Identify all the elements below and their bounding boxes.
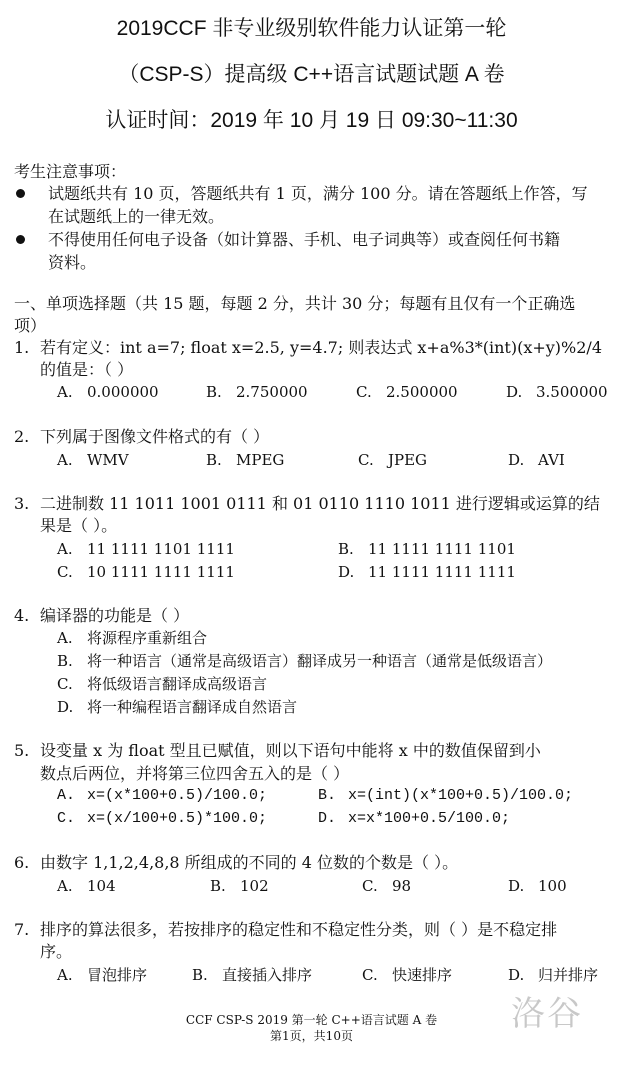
question-7-stem: 排序的算法很多，若按排序的稳定性和不稳定性分类，则（ ）是不稳定排: [40, 920, 558, 939]
option-text: 11 1111 1101 1111: [87, 540, 235, 558]
question-3-option-d: [338, 562, 516, 582]
question-5-option-a: [57, 786, 267, 806]
question-4-stem: 编译器的功能是（ ）: [40, 606, 190, 625]
option-label: D.: [338, 563, 355, 581]
question-7-stem-cont: 序。: [40, 942, 73, 961]
question-2-stem: 下列属于图像文件格式的有（ ）: [40, 427, 270, 446]
option-text: WMV: [87, 451, 129, 469]
exam-subtitle: （CSP-S）提高级 C++语言试题试题 A 卷: [118, 63, 505, 86]
notice-heading: 考生注意事项：: [14, 162, 127, 181]
exam-time: 认证时间：2019 年 10 月 19 日 09:30~11:30: [105, 109, 518, 132]
question-7-option-c: [362, 965, 452, 985]
question-5-option-c: [57, 809, 267, 829]
question-2-option-c: [358, 450, 427, 470]
option-text: 100: [538, 877, 567, 895]
option-label: B.: [210, 877, 226, 895]
option-label: D.: [506, 383, 523, 401]
option-text: 快速排序: [392, 966, 453, 984]
option-label: A.: [57, 787, 76, 804]
option-label: B.: [192, 966, 208, 984]
option-label: B.: [206, 383, 222, 401]
question-6-option-c: [362, 876, 411, 896]
question-4-option-d: [57, 697, 297, 717]
question-number: 2.: [14, 427, 30, 446]
footer-page-number: 第1页，共10页: [270, 1029, 353, 1043]
option-text: MPEG: [236, 451, 285, 469]
question-6-option-a: [57, 876, 116, 896]
bullet-icon: [16, 189, 25, 198]
option-label: A.: [57, 877, 73, 895]
notice-item-2-line-1: 不得使用任何电子设备（如计算器、手机、电子词典等）或查阅任何书籍: [48, 230, 561, 249]
option-label: C.: [57, 810, 76, 827]
question-5-stem-cont: 数点后两位，并将第三位四舍五入的是（ ）: [40, 764, 350, 783]
question-7-option-b: [192, 965, 312, 985]
footer-title: CCF CSP-S 2019 第一轮 C++语言试题 A 卷: [185, 1013, 438, 1027]
notice-item-1-line-2: 在试题纸上的一律无效。: [48, 207, 225, 226]
option-label: C.: [57, 675, 73, 693]
question-3-stem: 二进制数 11 1011 1001 0111 和 01 0110 1110 1011 进行逻辑或运算的结: [40, 494, 600, 513]
exam-title: 2019CCF 非专业级别软件能力认证第一轮: [116, 17, 507, 40]
question-number: 1.: [14, 338, 30, 357]
question-6-option-b: [210, 876, 269, 896]
option-text: 2.750000: [236, 383, 308, 401]
question-2-option-a: [57, 450, 129, 470]
question-3-option-a: [57, 539, 235, 559]
option-label: B.: [318, 787, 337, 804]
question-1-stem-cont: 的值是：（ ）: [40, 360, 134, 379]
notice-item-1-line-1: 试题纸共有 10 页，答题纸共有 1 页，满分 100 分。请在答题纸上作答，写: [48, 184, 588, 203]
option-text: 0.000000: [87, 383, 159, 401]
option-text: x=(x*100+0.5)/100.0;: [87, 787, 268, 804]
option-label: B.: [57, 652, 73, 670]
option-text: 归并排序: [538, 966, 599, 984]
option-text: x=(int)(x*100+0.5)/100.0;: [348, 787, 574, 804]
option-label: B.: [338, 540, 354, 558]
question-4-option-a: [57, 628, 207, 648]
question-5-option-b: [318, 786, 573, 806]
question-2-option-b: [206, 450, 284, 470]
question-7-option-a: [57, 965, 147, 985]
option-label: A.: [57, 966, 73, 984]
question-2-option-d: [508, 450, 565, 470]
question-5-stem: 设变量 x 为 float 型且已赋值，则以下语句中能将 x 中的数值保留到小: [40, 741, 541, 760]
question-number: 5.: [14, 741, 30, 760]
option-text: 直接插入排序: [222, 966, 313, 984]
option-label: A.: [57, 451, 73, 469]
option-text: 11 1111 1111 1111: [368, 563, 516, 581]
question-1-option-d: [506, 382, 608, 402]
option-text: 将一种编程语言翻译成自然语言: [87, 698, 298, 716]
option-text: 3.500000: [536, 383, 608, 401]
option-text: 102: [240, 877, 269, 895]
question-7-option-d: [508, 965, 598, 985]
option-text: 将一种语言（通常是高级语言）翻译成另一种语言（通常是低级语言）: [87, 652, 553, 670]
question-1-option-c: [356, 382, 458, 402]
question-number: 3.: [14, 494, 30, 513]
option-text: AVI: [538, 451, 565, 469]
question-1-stem: 若有定义：int a=7; float x=2.5, y=4.7; 则表达式 x+a%3*(int)(x+y)%2/4: [40, 338, 602, 357]
notice-item-2-line-2: 资料。: [48, 253, 97, 272]
option-label: D.: [57, 698, 74, 716]
question-4-option-b: [57, 651, 552, 671]
option-text: 将源程序重新组合: [87, 629, 208, 647]
option-label: A.: [57, 383, 73, 401]
option-label: C.: [362, 966, 378, 984]
option-label: D.: [508, 966, 525, 984]
option-text: x=x*100+0.5/100.0;: [348, 810, 511, 827]
option-label: C.: [57, 563, 73, 581]
section-heading: 一、单项选择题（共 15 题，每题 2 分，共计 30 分；每题有且仅有一个正确选: [14, 294, 576, 313]
question-1-option-a: [57, 382, 159, 402]
option-label: D.: [318, 810, 337, 827]
question-3-stem-cont: 果是（ ）。: [40, 516, 118, 535]
question-3-option-c: [57, 562, 235, 582]
question-5-option-d: [318, 809, 510, 829]
option-label: C.: [362, 877, 378, 895]
option-label: B.: [206, 451, 222, 469]
question-6-option-d: [508, 876, 567, 896]
option-label: D.: [508, 451, 525, 469]
question-4-option-c: [57, 674, 267, 694]
bullet-icon: [16, 235, 25, 244]
option-label: D.: [508, 877, 525, 895]
option-text: x=(x/100+0.5)*100.0;: [87, 810, 268, 827]
option-text: 11 1111 1111 1101: [368, 540, 516, 558]
option-label: A.: [57, 629, 73, 647]
option-text: 2.500000: [386, 383, 458, 401]
option-label: C.: [356, 383, 372, 401]
section-heading-cont: 项）: [14, 316, 47, 335]
option-text: 将低级语言翻译成高级语言: [87, 675, 268, 693]
luogu-watermark: 洛谷: [511, 994, 583, 1034]
question-number: 7.: [14, 920, 30, 939]
question-number: 6.: [14, 853, 30, 872]
option-text: 104: [87, 877, 116, 895]
option-text: 10 1111 1111 1111: [87, 563, 235, 581]
option-label: C.: [358, 451, 374, 469]
option-text: 98: [392, 877, 412, 895]
question-number: 4.: [14, 606, 30, 625]
question-1-option-b: [206, 382, 308, 402]
question-3-option-b: [338, 539, 516, 559]
option-label: A.: [57, 540, 73, 558]
option-text: 冒泡排序: [87, 966, 148, 984]
question-6-stem: 由数字 1,1,2,4,8,8 所组成的不同的 4 位数的个数是（ ）。: [40, 853, 459, 872]
option-text: JPEG: [388, 451, 428, 469]
